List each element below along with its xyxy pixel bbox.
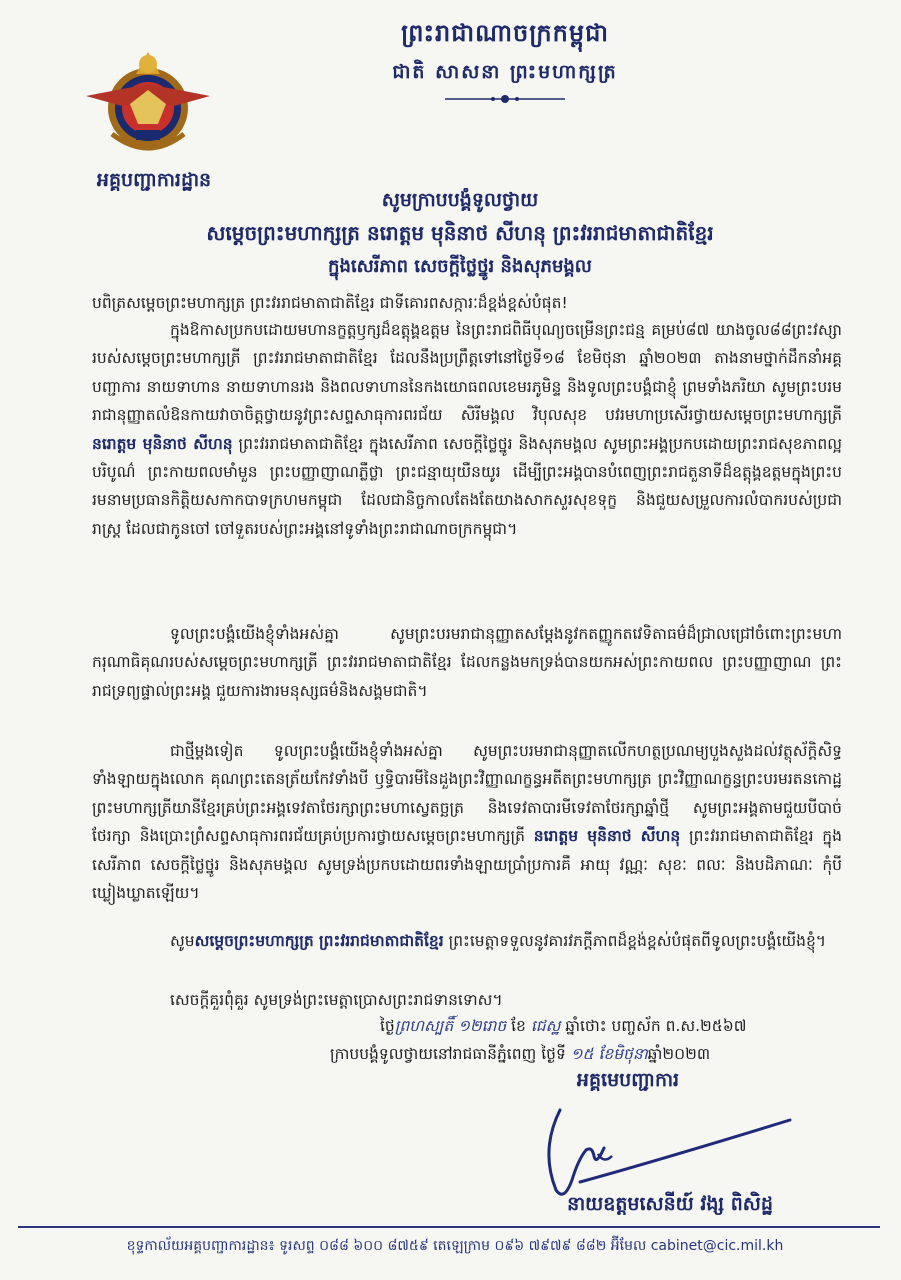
day-handwritten: ១៥	[570, 1045, 594, 1063]
paragraph-1-text-a: ក្នុងឱកាសប្រកបដោយមហានក្ខត្តឫក្សដ៏ឧត្តុង្គឧត្តម នៃព្រះរាជពិធីបុណ្យចម្រើនព្រះជន្ម គម្រប់៨៧ យាងចូល៨៨ព្រះវស្សារបស់សម្តេចព្រះមហាក្សត្រី ព្រះវររាជមាតាជាតិខ្មែរ ដែលនឹងប្រព្រឹត្តទៅនៅថ្ងៃទី១៨ ខែមិថុនា ឆ្នាំ២០២៣ តាងនាមថ្នាក់ដឹកនាំអគ្គបញ្ជាការ នាយទាហាន នាយទាហានរង និងពលទាហាននៃកងយោធពលខេមរភូមិន្ទ និងទូលព្រះបង្គំជាខ្ញុំ ព្រមទាំងភរិយា សូមព្រះបរមរាជានុញ្ញាតលំឱនកាយវាចាចិត្តថ្វាយនូវព្រះសព្ទសាធុការពរជ័យ សិរីមង្គល វិបុលសុខ បវរមហាប្រសើរថ្វាយសម្តេចព្រះមហាក្សត្រី	[92, 321, 842, 425]
place-prefix: ក្រាបបង្គំទូលថ្វាយនៅរាជធានីភ្នំពេញ ថ្ងៃទី	[330, 1045, 566, 1063]
paragraph-4-text-a: សូម	[170, 932, 195, 950]
greeting-line-2: សម្តេចព្រះមហាក្សត្រ នរោត្តម មុនិនាថ សីហនុ ព្រះវររាជមាតាជាតិខ្មែរ	[206, 221, 714, 245]
kingdom-title: ព្រះរាជាណាចក្រកម្ពុជា	[401, 18, 609, 47]
place-date	[330, 1040, 850, 1068]
lunar-prefix: ថ្ងៃ	[380, 1017, 395, 1035]
greeting-line-3: ក្នុងសេរីភាព សេចក្តីថ្លៃថ្នូរ និងសុភមង្គល	[328, 256, 592, 277]
salutation-text: បពិត្រសម្តេចព្រះមហាក្សត្រ ព្រះវររាជមាតាជាតិខ្មែរ ជាទីគោរពសក្ការៈដ៏ខ្ពង់ខ្ពស់បំផុត!	[92, 294, 568, 312]
paragraph-2	[92, 620, 842, 705]
lunar-month-handwritten: ជេស្ឋ	[530, 1017, 561, 1035]
paragraph-1	[92, 316, 842, 543]
paragraph-2-text: ទូលព្រះបង្គំយើងខ្ញុំទាំងអស់គ្នា សូមព្រះបរមរាជានុញ្ញាតសម្តែងនូវកតញ្ញូកតវេទិតាធម៌ដ៏ជ្រាលជ្រៅចំពោះព្រះមហាករុណាធិគុណរបស់សម្តេចព្រះមហាក្សត្រី ព្រះវររាជមាតាជាតិខ្មែរ ដែលកន្លងមកទ្រង់បានយកអស់ព្រះកាយពល ព្រះបញ្ញាញាណ ព្រះរាជទ្រព្យផ្ទាល់ព្រះអង្គ ជួយការងារមនុស្សធម៌និងសង្គមជាតិ។	[92, 625, 842, 700]
ornament-divider-icon	[445, 92, 565, 106]
lunar-date	[380, 1012, 850, 1040]
greeting-line-1: សូមក្រាបបង្គំទូលថ្វាយ	[381, 189, 539, 211]
footer-contact: ខុទ្ទកាល័យអគ្គបញ្ជាការដ្ឋាន៖ ទូរសព្ទ ០៨៨ ៦០០ ៨៧៥៩ តេឡេក្រាម ០៩៦ ៧៩៧៩ ៨៨២ អ៊ីមែល cabinet@cic.mil.kh	[126, 1238, 784, 1254]
paragraph-4	[92, 927, 842, 955]
paragraph-1-text-b: ព្រះវររាជមាតាជាតិខ្មែរ ក្នុងសេរីភាព សេចក្តីថ្លៃថ្នូរ និងសុភមង្គល សូមព្រះអង្គប្រកបដោយព្រះរាជសុខភាពល្អបរិបូណ៌ ព្រះកាយពលមាំមួន ព្រះបញ្ញាញាណភ្លឺថ្លា ព្រះជន្មាយុយឺនយូរ ដើម្បីព្រះអង្គបានបំពេញព្រះរាជតួនាទីដ៏ឧត្តុង្គឧត្តមក្នុងព្រះបរមនាមប្រធានកិត្តិយសកាកបាទក្រហមកម្ពុជា ដែលជានិច្ចកាលតែងតែយាងសាកសួរសុខទុក្ខ និងជួយសម្រួលការលំបាករបស់ប្រជារាស្ត្រ ដែលជាកូនចៅ ចៅទួតរបស់ព្រះអង្គនៅទូទាំងព្រះរាជាណាចក្រកម្ពុជា។	[92, 434, 842, 538]
lunar-year: ឆ្នាំថោះ បញ្ចស័ក ព.ស.២៥៦៧	[565, 1017, 747, 1035]
month-handwritten: ខែមិថុនា	[598, 1045, 648, 1063]
queen-name: នរោត្តម មុនិនាថ សីហនុ	[533, 827, 681, 846]
paragraph-3-text-b: ព្រះវររាជមាតាជាតិខ្មែរ ក្នុងសេរីភាព សេចក្តីថ្លៃថ្នូរ និងសុភមង្គល សូមទ្រង់ប្រកបដោយពរទាំងឡាយប្រាំប្រការគឺ អាយុ វណ្ណៈ សុខៈ ពលៈ និងបដិភាណៈ កុំបីឃ្លៀងឃ្លាតឡើយ។	[92, 827, 842, 903]
lunar-day-handwritten: ព្រហស្បតិ៍ ១២រោច	[394, 1017, 507, 1035]
signer-title: អគ្គមេបញ្ជាការ	[576, 1069, 680, 1091]
footer-divider	[18, 1226, 880, 1228]
military-emblem-icon	[78, 44, 218, 162]
national-motto: ជាតិ សាសនា ព្រះមហាក្សត្រ	[392, 61, 618, 83]
paragraph-5	[92, 986, 842, 1014]
paragraph-5-text: សេចក្តីគួរពុំគួរ សូមទ្រង់ព្រះមេត្តាប្រោសព្រះរាជទានទោស។	[170, 991, 503, 1009]
queen-title-bold: សម្តេចព្រះមហាក្សត្រ ព្រះវររាជមាតាជាតិខ្មែរ	[194, 932, 444, 950]
signer-name: នាយឧត្តមសេនីយ៍ វង្ស ពិសិដ្ឋ	[567, 1193, 773, 1215]
department-name: អគ្គបញ្ជាការដ្ឋាន	[96, 169, 212, 191]
paragraph-4-text-b: ព្រះមេត្តាទទួលនូវគារវភក្តីភាពដ៏ខ្ពង់ខ្ពស់បំផុតពីទូលព្រះបង្គំយើងខ្ញុំ។	[448, 932, 827, 950]
paragraph-3	[92, 737, 842, 907]
year: ឆ្នាំ២០២៣	[647, 1045, 711, 1063]
lunar-month-label: ខែ	[511, 1017, 526, 1035]
queen-name: នរោត្តម មុនិនាថ សីហនុ	[92, 434, 233, 453]
paragraph-3-text-a: ជាថ្មីម្តងទៀត ទូលព្រះបង្គំយើងខ្ញុំទាំងអស់គ្នា សូមព្រះបរមរាជានុញ្ញាតលើកហត្ថប្រណម្យបួងសួងដល់វត្ថុស័ក្តិសិទ្ធទាំងឡាយក្នុងលោក គុណព្រះតេនត្រ័យកែវទាំងបី ឫទ្ធិបារមីនៃដួងព្រះវិញ្ញាណក្ខន្ធអតីតព្រះមហាក្សត្រ ព្រះវិញ្ញាណក្ខន្ធព្រះបរមរតនកោដ្ឋ ព្រះមហាក្សត្រីយានីខ្មែរគ្រប់ព្រះអង្គទេវតាថែរក្សាព្រះមហាស្វេតច្ឆត្រ និងទេវតាបារមីទេវតាថែរក្សាឆ្នាំថ្មី សូមព្រះអង្គតាមជួយបីបាច់ថែរក្សា និងប្រោះព្រំសព្ទសាធុការពរជ័យគ្រប់ប្រការថ្វាយសម្តេចព្រះមហាក្សត្រី	[92, 742, 842, 846]
date-line	[330, 1012, 850, 1068]
salutation	[92, 289, 842, 317]
